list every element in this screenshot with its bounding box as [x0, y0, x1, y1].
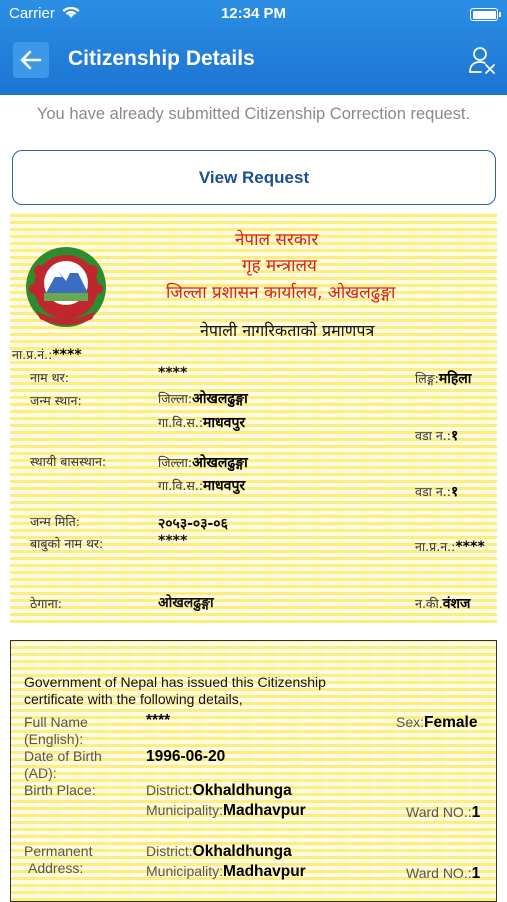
birth-place-label: जन्म स्थान:: [30, 393, 82, 408]
app-header: [0, 0, 507, 95]
user-remove-icon[interactable]: [467, 45, 497, 75]
birth-ward: Ward NO.:1: [406, 804, 481, 821]
citizenship-certificate-nepali: [10, 213, 497, 623]
arrow-left-icon: [20, 50, 42, 70]
sex-field: Sex:Female: [396, 714, 478, 731]
view-request-button[interactable]: View Request: [12, 150, 496, 205]
full-name-label: Full Name (English):: [24, 714, 88, 747]
full-name-value: ****: [146, 712, 171, 729]
carrier-label: Carrier: [9, 5, 55, 22]
certificate-title: नेपाली नागरिकताको प्रमाणपत्र: [200, 321, 375, 340]
govt-name: नेपाल सरकार: [235, 230, 319, 250]
office-name: जिल्ला प्रशासन कार्यालय, ओखलढुङ्गा: [166, 283, 396, 303]
birth-ward: वडा न.:१: [415, 428, 459, 444]
father-np-number: ना.प्र.न.:****: [415, 539, 485, 555]
ministry-name: गृह मन्त्रालय: [242, 256, 317, 276]
permanent-address-label: Permanent Address:: [24, 843, 93, 876]
perm-municipality: Municipality:Madhavpur: [146, 863, 306, 880]
name-value: ****: [158, 365, 188, 381]
dob-value: 1996-06-20: [146, 748, 226, 765]
perm-district: जिल्ला:ओखलढुङ्गा: [158, 455, 248, 471]
perm-vdc: गा.वि.स.:माधवपुर: [158, 478, 246, 494]
permanent-address-label: स्थायी बासस्थान:: [30, 454, 107, 469]
status-time: 12:34 PM: [220, 5, 287, 22]
dob-label: Date of Birth (AD):: [24, 748, 102, 781]
birth-district: District:Okhaldhunga: [146, 782, 292, 799]
birth-place-label: Birth Place:: [24, 782, 96, 798]
perm-ward: Ward NO.:1: [406, 865, 481, 882]
nepal-emblem-icon: [20, 241, 112, 333]
perm-district: District:Okhaldhunga: [146, 843, 292, 860]
correction-notice: You have already submitted Citizenship Correction request.: [36, 105, 471, 123]
page-title: Citizenship Details: [68, 47, 255, 70]
gender-field: लिङ्ग:महिला: [415, 371, 472, 387]
birth-district: जिल्ला:ओखलढुङ्गा: [158, 391, 248, 407]
birth-municipality: Municipality:Madhavpur: [146, 802, 306, 819]
perm-ward: वडा न.:१: [415, 484, 459, 500]
back-button[interactable]: [13, 42, 49, 78]
certificate-intro: Government of Nepal has issued this Citizenship certificate with the following details,: [24, 674, 326, 707]
dob-label: जन्म मिति:: [30, 514, 80, 529]
dob-value: २०५३-०३-०६: [158, 516, 228, 532]
np-number-field: ना.प्र.नं.:****: [12, 347, 82, 363]
citizenship-certificate-english: [10, 640, 497, 902]
address-label: ठेगाना:: [30, 596, 62, 611]
address-value: ओखलढुङ्गा: [158, 595, 214, 611]
name-label: नाम थर:: [30, 370, 69, 385]
status-bar: [0, 0, 507, 28]
father-value: ****: [158, 533, 188, 549]
father-label: बाबुको नाम थर:: [30, 536, 104, 551]
citizenship-type: न.की.वंशज: [415, 596, 471, 612]
battery-icon: [470, 8, 498, 21]
birth-vdc: गा.वि.स.:माधवपुर: [158, 415, 246, 431]
